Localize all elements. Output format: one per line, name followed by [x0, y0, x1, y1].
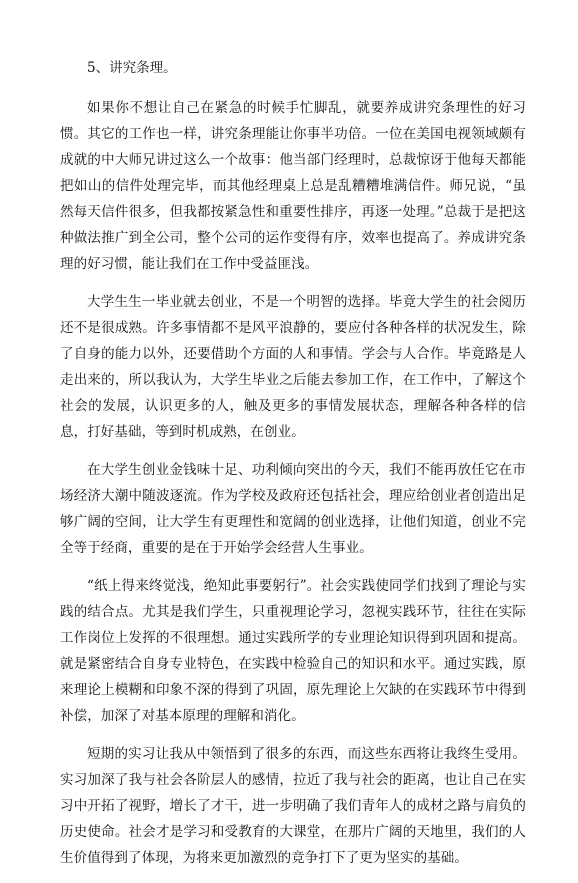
paragraph-5: 短期的实习让我从中领悟到了很多的东西，而这些东西将让我终生受用。实习加深了我与社会各阶层人的感情，拉近了我与社会的距离，也让自己在实习中开拓了视野，增长了才干，进一步明确了我们青年人的成材之路与肩负的历史使命。社会才是学习和受教育的大课堂，在那片广阔的天地里，我们的人生价值得到了体现，为将来更加激烈的竞争打下了更为坚实的基础。: [60, 746, 526, 866]
paragraph-2: 大学生生一毕业就去创业，不是一个明智的选择。毕竟大学生的社会阅历还不是很成熟。许多事情都不是风平浪静的，要应付各种各样的状况发生，除了自身的能力以外，还要借助个方面的人和事情。学会与人合作。毕竟路是人走出来的，所以我认为，大学生毕业之后能去参加工作，在工作中，了解这个社会的发展，认识更多的人，触及更多的事情发展状态，理解各种各样的信息，打好基础，等到时机成熟，在创业。: [60, 294, 526, 440]
paragraph-3: 在大学生创业金钱味十足、功利倾向突出的今天，我们不能再放任它在市场经济大潮中随波逐流。作为学校及政府还包括社会，理应给创业者创造出足够广阔的空间，让大学生有更理性和宽阔的创业选择，让他们知道，创业不完全等于经商，重要的是在于开始学会经营人生事业。: [60, 462, 526, 556]
paragraph-4: “纸上得来终觉浅，绝知此事要躬行”。社会实践使同学们找到了理论与实践的结合点。尤其是我们学生，只重视理论学习，忽视实践环节，往往在实际工作岗位上发挥的不很理想。通过实践所学的专业理论知识得到巩固和提高。就是紧密结合自身专业特色，在实践中检验自己的知识和水平。通过实践，原来理论上模糊和印象不深的得到了巩固，原先理论上欠缺的在实践环节中得到补偿，加深了对基本原理的理解和消化。: [60, 578, 526, 724]
document-body: [60, 55, 526, 883]
section-heading: 5、讲究条理。: [87, 60, 177, 76]
paragraph-1: 如果你不想让自己在紧急的时候手忙脚乱，就要养成讲究条理性的好习惯。其它的工作也一样，讲究条理能让你事半功倍。一位在美国电视领域颇有成就的中大师兄讲过这么一个故事：他当部门经理时，总裁惊讶于他每天都能把如山的信件处理完毕，而其他经理桌上总是乱糟糟堆满信件。师兄说，“虽然每天信件很多，但我都按紧急性和重要性排序，再逐一处理。”总裁于是把这种做法推广到全公司，整个公司的运作变得有序，效率也提高了。养成讲究条理的好习惯，能让我们在工作中受益匪浅。: [60, 100, 526, 272]
